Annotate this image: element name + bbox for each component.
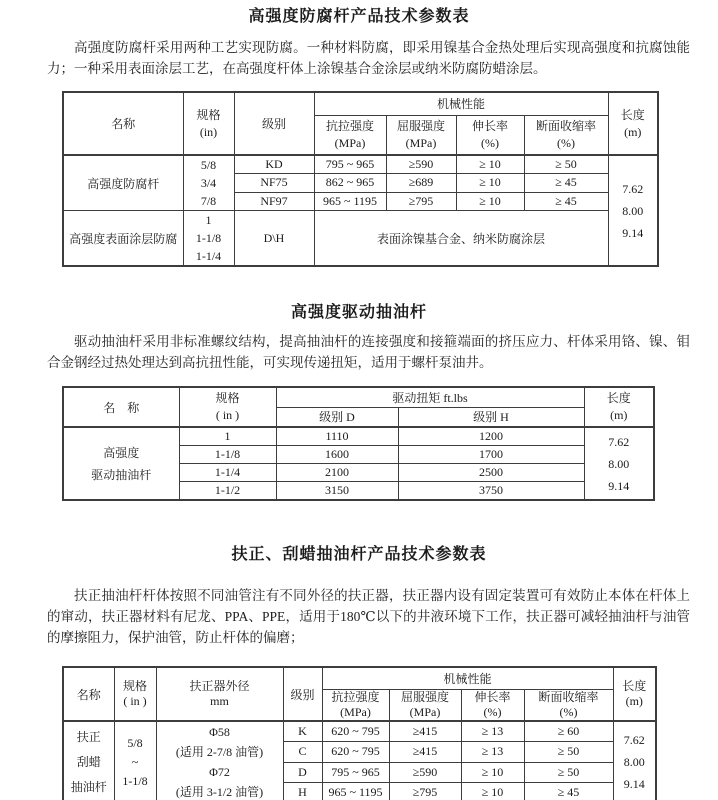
header-unit: (MPa) [405,135,437,150]
header-line: 断面收缩率 [538,689,599,704]
length-value: 8.00 [623,755,645,769]
yield-cell: ≥590 [386,155,456,174]
spec-header-line2: (in) [199,124,218,139]
length-header-line1: 长度 [622,679,647,693]
mech-performance-header: 机械性能 [314,92,608,115]
intro-paragraph: 扶正抽油杆杆体按照不同油管注有不同外径的扶正器，扶正器内设有固定装置可有效防止本体在杆体上的窜动，扶正器材料有尼龙、PPA、PPE，适用于180℃以下的井液环境下工作，扶正器可减轻抽油杆与油管的摩擦阻力，保护油管，防止杆体的偏磨； [47,588,690,645]
grade-column-header: 级别 [283,667,322,721]
grade-cell: C [283,742,322,763]
length-value: 8.00 [608,456,630,471]
elongation-cell: ≥ 13 [461,742,524,763]
yield-cell: ≥689 [386,174,456,193]
od-line: Φ58 [209,725,230,739]
od-line: Φ72 [209,765,230,779]
header-unit: (MPa) [334,135,366,150]
tensile-cell: 965 ~ 1195 [314,192,386,211]
yield-cell: ≥795 [386,192,456,211]
torque-h-cell: 2500 [398,463,584,481]
grade-column-header: 级别 [234,92,314,155]
spec-header-line1: 规格 [196,107,221,122]
name-column-header: 名称 [63,92,183,155]
section-title: 高强度驱动抽油杆 [290,304,427,321]
mech-performance-header: 机械性能 [322,667,613,689]
product-name-cell: 高强度防腐杆 [63,155,183,211]
od-header-line2: mm [210,694,229,708]
grade-cell: H [283,783,322,800]
elongation-cell: ≥ 10 [461,762,524,783]
length-value: 7.62 [608,434,630,449]
od-line: (适用 2-7/8 油管) [175,745,264,759]
spec-line: 1-1/8 [122,773,148,788]
tensile-cell: 620 ~ 795 [322,721,389,742]
area-reduction-header [524,115,608,155]
product-name-cell [63,721,114,800]
length-column-header [613,667,656,721]
grade-h-header: 级别 H [398,407,584,427]
tensile-cell: 862 ~ 965 [314,174,386,193]
section-anticorrosion-rod [0,0,718,267]
torque-d-cell: 3150 [276,481,398,500]
product-name-line: 高强度 [103,445,140,460]
length-value: 9.14 [623,777,645,791]
spec-line: 5/8 [127,735,143,750]
header-line: 伸长率 [474,689,511,704]
length-value: 7.62 [622,181,644,196]
spec-line: 1-1/8 [195,231,222,245]
length-header-line1: 长度 [606,391,631,405]
centralizer-od-header [156,667,283,721]
tensile-strength-header [322,689,389,721]
tensile-strength-header [314,115,386,155]
length-cell [584,427,654,500]
yield-cell: ≥590 [389,762,461,783]
name-column-header: 名称 [63,667,114,721]
yield-strength-header [386,115,456,155]
product-name-line: 扶正 [76,729,101,744]
reduction-cell: ≥ 50 [524,762,613,783]
torque-h-cell: 1200 [398,427,584,445]
tensile-cell: 620 ~ 795 [322,742,389,763]
coating-note-cell: 表面涂镍基合金、纳米防腐涂层 [314,211,608,267]
length-header-line2: (m) [624,124,642,139]
length-value: 9.14 [622,225,644,240]
spec-cell [114,721,156,800]
spec-line: ~ [131,754,139,769]
spec-header-line2: ( in ) [215,408,240,422]
product-name-cell [63,427,179,500]
spec-column-header [183,92,234,155]
grade-d-header: 级别 D [276,407,398,427]
reduction-cell: ≥ 45 [524,783,613,800]
elongation-cell: ≥ 10 [456,192,524,211]
reduction-cell: ≥ 45 [524,192,608,211]
yield-cell: ≥415 [389,742,461,763]
length-value: 8.00 [622,203,644,218]
section-title: 扶正、刮蜡抽油杆产品技术参数表 [231,546,487,563]
product-name-line: 刮蜡 [76,754,101,769]
section-title: 高强度防腐杆产品技术参数表 [248,8,470,25]
torque-d-cell: 1110 [276,427,398,445]
header-unit: (%) [481,135,499,150]
torque-h-cell: 3750 [398,481,584,500]
tensile-cell: 965 ~ 1195 [322,783,389,800]
elongation-cell: ≥ 10 [461,783,524,800]
spec-line: 1-1/4 [195,249,222,263]
header-unit: (MPa) [409,704,441,719]
spec-cell: 1-1/8 [179,445,276,463]
header-line: 抗拉强度 [331,689,380,704]
length-column-header [608,92,658,155]
reduction-cell: ≥ 45 [524,174,608,193]
spec-line: 1 [205,213,212,227]
spec-column-header [179,387,276,427]
tensile-cell: 795 ~ 965 [314,155,386,174]
spec-column-header [114,667,156,721]
spec-header-line2: ( in ) [123,694,147,708]
name-column-header: 名 称 [63,387,179,427]
reduction-cell: ≥ 50 [524,155,608,174]
intro-paragraph: 高强度防腐杆采用两种工艺实现防腐。一种材料防腐，即采用镍基合金热处理后实现高强度和抗腐蚀能力；一种采用表面涂层工艺，在高强度杆体上涂镍基合金涂层或纳米防腐防蜡涂层。 [47,40,690,76]
yield-cell: ≥795 [389,783,461,800]
spec-line: 3/4 [200,176,217,190]
length-cell [613,721,656,800]
elongation-header [461,689,524,721]
centralizer-od-cell [156,721,283,800]
header-unit: (%) [557,135,575,150]
reduction-cell: ≥ 50 [524,742,613,763]
elongation-header [456,115,524,155]
area-reduction-header [524,689,613,721]
spec-cell: 1 [179,427,276,445]
length-value: 7.62 [623,733,645,747]
torque-h-cell: 1700 [398,445,584,463]
length-header-line1: 长度 [620,107,645,122]
product-name-cell: 高强度表面涂层防腐 [63,211,183,267]
reduction-cell: ≥ 60 [524,721,613,742]
anticorrosion-rod-table [62,91,659,267]
centralizer-rod-table [62,666,657,800]
torque-d-cell: 1600 [276,445,398,463]
spec-cell: 1-1/4 [179,463,276,481]
spec-line: 5/8 [200,158,217,172]
grade-cell: D\H [234,211,314,267]
spec-cell [183,211,234,267]
spec-cell [183,155,234,211]
tensile-cell: 795 ~ 965 [322,762,389,783]
od-line: (适用 3-1/2 油管) [175,785,264,799]
length-column-header [584,387,654,427]
product-name-line: 驱动抽油杆 [91,467,152,482]
header-line: 抗拉强度 [325,118,374,133]
torque-d-cell: 2100 [276,463,398,481]
elongation-cell: ≥ 10 [456,155,524,174]
grade-cell: KD [234,155,314,174]
section-centralizer-rod [0,545,718,800]
intro-paragraph: 驱动抽油杆采用非标准螺纹结构，提高抽油杆的连接强度和接箍端面的挤压应力、杆体采用铬、镍、钼合金钢经过热处理达到高抗扭性能，可实现传递扭矩，适用于螺杆泵油井。 [47,334,690,370]
spec-header-line1: 规格 [215,391,240,405]
drive-torque-header: 驱动扭矩 ft.lbs [276,387,584,407]
grade-cell: K [283,721,322,742]
length-value: 9.14 [608,478,630,493]
length-cell [608,155,658,266]
grade-cell: NF97 [234,192,314,211]
header-line: 屈服强度 [400,689,449,704]
yield-cell: ≥415 [389,721,461,742]
spec-header-line1: 规格 [122,679,147,693]
header-line: 伸长率 [471,118,508,133]
od-header-line1: 扶正器外径 [189,679,250,693]
length-header-line2: (m) [610,408,628,422]
header-line: 屈服强度 [396,118,445,133]
yield-strength-header [389,689,461,721]
length-header-line2: (m) [625,694,643,708]
grade-cell: D [283,762,322,783]
header-unit: (MPa) [340,704,371,719]
spec-line: 7/8 [200,194,217,208]
header-unit: (%) [483,704,502,719]
grade-cell: NF75 [234,174,314,193]
product-name-line: 抽油杆 [70,779,107,794]
header-unit: (%) [559,704,578,719]
elongation-cell: ≥ 13 [461,721,524,742]
drive-rod-torque-table [62,386,655,501]
section-drive-rod [0,303,718,501]
header-line: 断面收缩率 [535,118,596,133]
spec-cell: 1-1/2 [179,481,276,500]
elongation-cell: ≥ 10 [456,174,524,193]
